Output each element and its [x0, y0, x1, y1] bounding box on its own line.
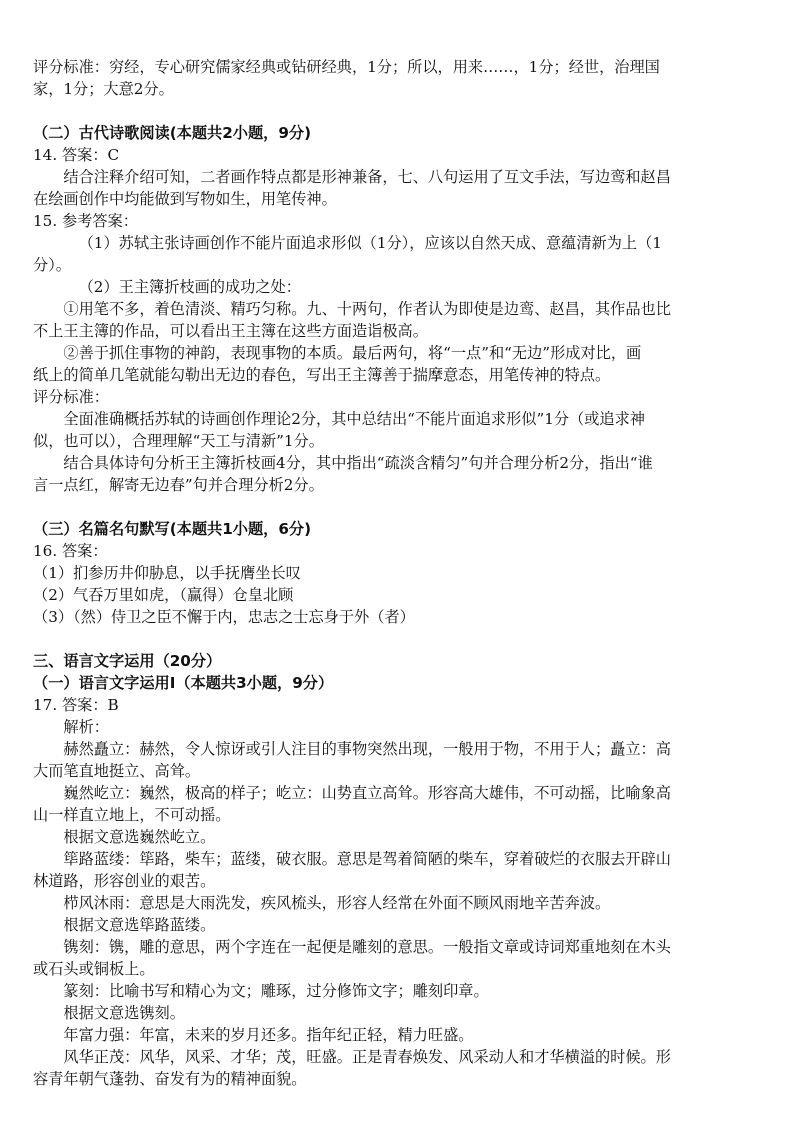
analysis-line: 筚路蓝缕：筚路，柴车；蓝缕，破衣服。意思是驾着简陋的柴车，穿着破烂的衣服去开辟山: [63, 850, 671, 868]
analysis-line: 栉风沐雨：意思是大雨洗发，疾风梳头，形容人经常在外面不顾风雨地辛苦奔波。: [63, 894, 611, 912]
analysis-line: 根据文意选巍然屹立。: [63, 828, 216, 846]
analysis-line: 容青年朝气蓬勃、奋发有为的精神面貌。: [33, 1070, 307, 1088]
section-heading-recitation: （三）名篇名句默写(本题共1小题，6分): [33, 520, 312, 538]
criteria-text: 全面准确概括苏轼的诗画创作理论2分，其中总结出“不能片面追求形似”1分（或追求神: [63, 410, 645, 428]
q15-label: 15. 参考答案：: [33, 212, 138, 230]
intro-line: 家，1分；大意2分。: [33, 80, 174, 98]
q15-detail-1: ①用笔不多，着色清淡、精巧匀称。九、十两句，作者认为即使是边鸾、赵昌，其作品也比: [63, 300, 671, 318]
section-heading-poetry: （二）古代诗歌阅读(本题共2小题，9分): [33, 124, 312, 142]
analysis-line: 年富力强：年富，未来的岁月还多。指年纪正轻，精力旺盛。: [63, 1026, 474, 1044]
analysis-line: 巍然屹立：巍然，极高的样子；屹立：山势直立高耸。形容高大雄伟，不可动摇，比喻象高: [63, 784, 671, 802]
criteria-text: 似，也可以），合理理解“天工与清新”1分。: [33, 432, 324, 450]
q14-explanation: 结合注释介绍可知，二者画作特点都是形神兼备，七、八句运用了互文手法，写边鸾和赵昌: [63, 168, 671, 186]
q15-point-1: 分）。: [33, 256, 71, 274]
q17-answer: 17. 答案：B: [33, 696, 119, 714]
criteria-text: 结合具体诗句分析王主簿折枝画4分，其中指出“疏淡含精匀”句并合理分析2分，指出“谁: [63, 454, 653, 472]
analysis-line: 根据文意选筚路蓝缕。: [63, 916, 216, 934]
analysis-line: 镌刻：镌，雕的意思，两个字连在一起便是雕刻的意思。一般指文章或诗词郑重地刻在木头: [63, 938, 671, 956]
q15-point-2: （2）王主簿折枝画的成功之处：: [78, 278, 301, 296]
analysis-line: 根据文意选镌刻。: [63, 1004, 185, 1022]
q16-label: 16. 答案：: [33, 542, 108, 560]
q16-answer-1: （1）扪参历井仰胁息，以手抚膺坐长叹: [33, 564, 301, 582]
q15-detail-2: 纸上的简单几笔就能勾勒出无边的春色，写出王主簿善于揣摩意态，用笔传神的特点。: [33, 366, 611, 384]
analysis-line: 赫然矗立：赫然，令人惊讶或引人注目的事物突然出现，一般用于物，不用于人；矗立：高: [63, 740, 671, 758]
criteria-label: 评分标准：: [33, 388, 109, 406]
q16-answer-3: （3）（然）侍卫之臣不懈于内，忠志之士忘身于外（者）: [33, 608, 415, 626]
q15-detail-2: ②善于抓住事物的神韵，表现事物的本质。最后两句，将“一点”和“无边”形成对比，画: [63, 344, 642, 362]
analysis-label: 解析：: [63, 718, 109, 736]
analysis-line: 篆刻：比喻书写和精心为文；雕琢，过分修饰文字；雕刻印章。: [63, 982, 489, 1000]
q14-answer: 14. 答案：C: [33, 146, 120, 164]
q15-detail-1: 不上王主簿的作品，可以看出王主簿在这些方面造诣极高。: [33, 322, 428, 340]
analysis-line: 林道路，形容创业的艰苦。: [33, 872, 216, 890]
analysis-line: 或石头或铜板上。: [33, 960, 155, 978]
analysis-line: 大而笔直地挺立、高耸。: [33, 762, 201, 780]
criteria-text: 言一点红，解寄无边春”句并合理分析2分。: [33, 476, 324, 494]
part-heading-language: 三、语言文字运用（20分）: [33, 652, 222, 670]
q16-answer-2: （2）气吞万里如虎，（赢得）仓皇北顾: [33, 586, 294, 604]
q14-explanation: 在绘画创作中均能做到写物如生，用笔传神。: [33, 190, 337, 208]
analysis-line: 山一样直立地上，不可动摇。: [33, 806, 231, 824]
intro-line: 评分标准：穷经，专心研究儒家经典或钻研经典，1分；所以，用来……，1分；经世，治理国: [33, 58, 660, 76]
q15-point-1: （1）苏轼主张诗画创作不能片面追求形似（1分），应该以自然天成、意蕴清新为上（1: [78, 234, 662, 252]
sub-heading-language-1: （一）语言文字运用Ⅰ（本题共3小题，9分）: [33, 674, 334, 692]
analysis-line: 风华正茂：风华，风采、才华；茂，旺盛。正是青春焕发、风采动人和才华横溢的时候。形: [63, 1048, 671, 1066]
